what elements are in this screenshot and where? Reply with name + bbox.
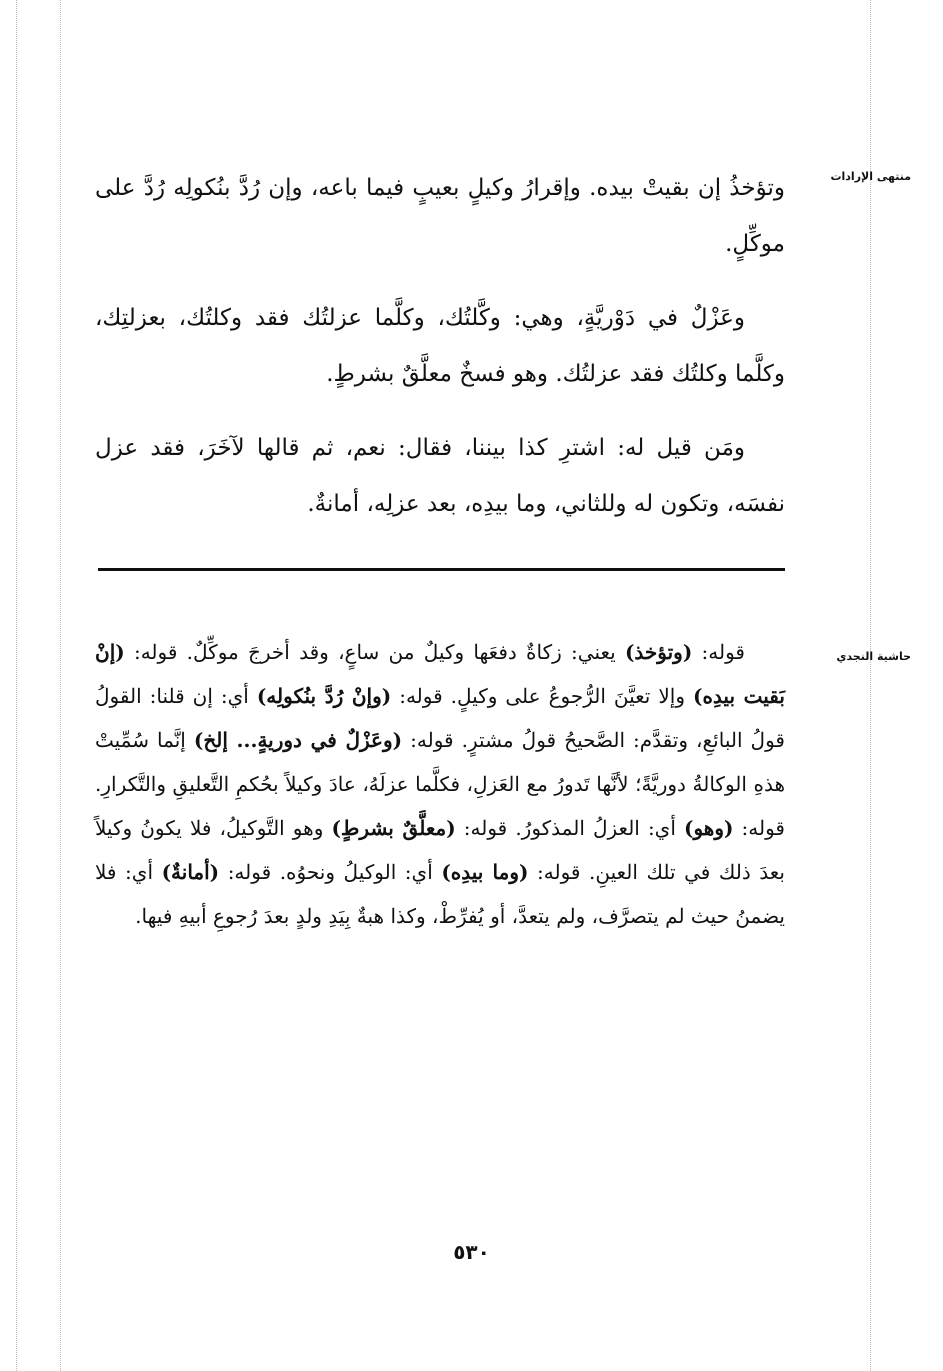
commentary-text: إنَّما سُمِّيتْ هذهِ الوكالةُ دوريَّةً؛ لأنَّها تَدورُ مع العَزلِ، فكلَّما عزلَهُ، عادَ وكيلاً بحُكمِ التَّعليقِ والتَّكرارِ. قوله: xyxy=(95,728,786,840)
scan-margin-line xyxy=(60,0,61,1371)
commentary-text: أي: الوكيلُ ونحوُه. قوله: xyxy=(219,860,442,884)
commentary-text: وهو التَّوكيلُ، فلا يكونُ وكيلاً بعدَ ذلك في تلك العينِ. قوله: xyxy=(95,816,785,884)
quoted-lemma: (وإنْ رُدَّ بنُكولِه) xyxy=(256,684,392,708)
commentary-text: أي: فلا يضمنُ حيث لم يتصرَّف، ولم يتعدَّ، أو يُفرِّطْ، وكذا هبةٌ بِيَدِ ولدٍ بعدَ رُجوعِ أبيهِ فيها. xyxy=(95,860,785,928)
section-divider xyxy=(98,568,785,571)
matn-paragraph: وعَزْلٌ في دَوْريَّةٍ، وهي: وكَّلتُك، وكلَّما عزلتُك فقد وكلتُك، بعزلتِك، وكلَّما وكلتُك فقد عزلتُك. وهو فسخٌ معلَّقٌ بشرطٍ. xyxy=(95,305,785,387)
quoted-lemma: (أمانةٌ) xyxy=(161,860,220,884)
matn-paragraph: وتؤخذُ إن بقيتْ بيده. وإقرارُ وكيلٍ بعيبٍ فيما باعه، وإن رُدَّ بنُكولِه رُدَّ على موكِّلٍ. xyxy=(95,175,785,257)
hashiya-side-label: حاشية النجدي xyxy=(836,650,911,663)
quoted-lemma: (معلَّقٌ بشرطٍ) xyxy=(331,816,456,840)
page-number: ٥٣٠ xyxy=(453,1240,490,1264)
quoted-lemma: (وما بيدِه) xyxy=(441,860,529,884)
matn-side-label: منتهى الإرادات xyxy=(830,170,911,183)
quoted-lemma: (وعَزْلٌ في دوريةٍ... إلخ) xyxy=(193,728,403,752)
commentary-text: قوله: xyxy=(692,640,745,664)
scan-margin-line xyxy=(16,0,17,1371)
quoted-lemma: (وتؤخذ) xyxy=(624,640,693,664)
hashiya-text xyxy=(95,630,785,938)
commentary-text: يعني: زكاةٌ دفعَها وكيلٌ من ساعٍ، وقد أخرجَ موكِّلٌ. قوله: xyxy=(124,640,625,664)
scan-margin-line xyxy=(870,0,871,1371)
quoted-lemma: (إنْ بَقيت بيدِه) xyxy=(95,640,785,708)
matn-paragraph: ومَن قيل له: اشترِ كذا بيننا، فقال: نعم، ثم قالها لآخَرَ، فقد عزل نفسَه، وتكون له وللثاني، وما بيدِه، بعد عزلِه، أمانةٌ. xyxy=(95,435,785,517)
commentary-text: أي: العزلُ المذكورُ. قوله: xyxy=(455,816,684,840)
commentary-text: وإلا تعيَّنَ الرُّجوعُ على وكيلٍ. قوله: xyxy=(391,684,693,708)
quoted-lemma: (وهو) xyxy=(683,816,734,840)
commentary-text: أي: إن قلنا: القولُ قولُ البائعِ، وتقدَّم: الصَّحيحُ قولُ مشترٍ. قوله: xyxy=(95,684,785,752)
matn-text xyxy=(95,160,785,550)
hashiya-paragraph xyxy=(95,630,785,938)
